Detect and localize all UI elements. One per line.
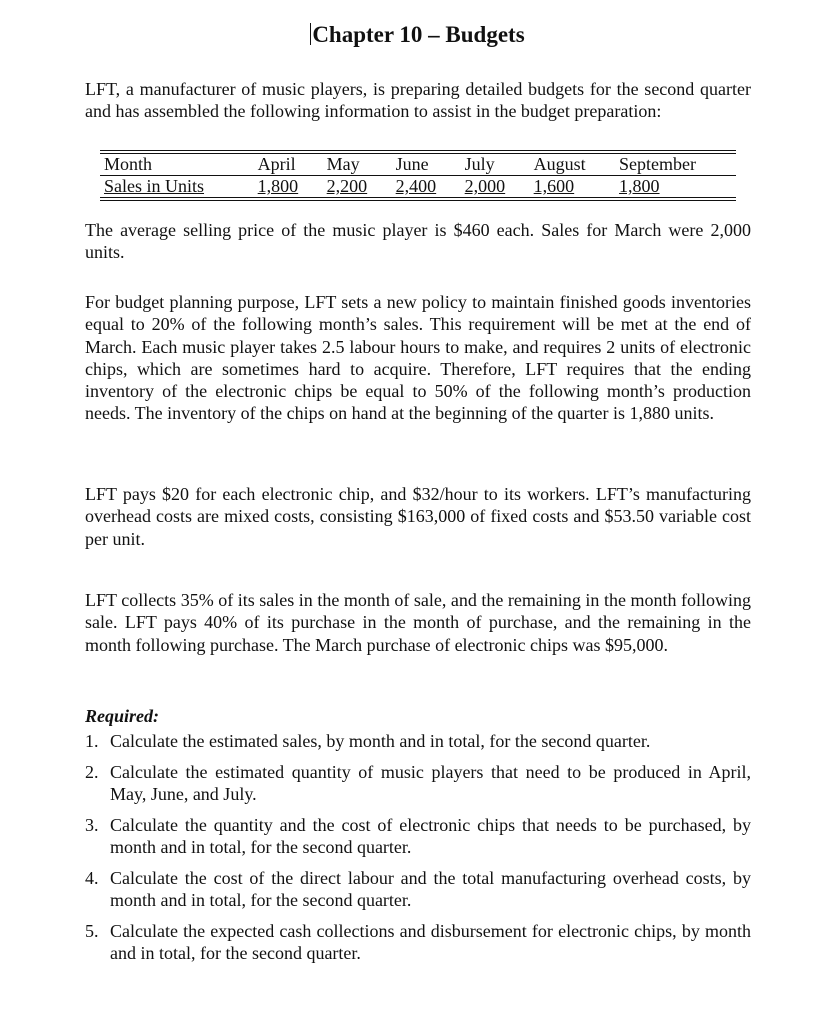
item-text: Calculate the expected cash collections and disbursement for electronic chips, by month and in total, for the second quarter. — [110, 921, 751, 963]
table-header: Month — [100, 152, 254, 176]
table-cell: 1,800 — [619, 176, 660, 196]
table-header: April — [254, 152, 323, 176]
item-number: 2. — [85, 762, 99, 782]
table-header: August — [530, 152, 615, 176]
sales-table — [100, 150, 736, 201]
table-header: June — [392, 152, 461, 176]
table-cell: 1,800 — [257, 176, 299, 196]
item-number: 3. — [85, 815, 99, 835]
required-list — [85, 730, 751, 973]
item-text: Calculate the estimated sales, by month and in total, for the second quarter. — [110, 731, 651, 751]
table-cell: 2,400 — [395, 176, 437, 196]
list-item — [85, 867, 751, 911]
item-text: Calculate the cost of the direct labour and the total manufacturing overhead costs, by month and in total, for the second quarter. — [110, 868, 751, 910]
list-item — [85, 814, 751, 858]
item-number: 5. — [85, 921, 99, 941]
page-title — [0, 22, 835, 48]
inventory-paragraph: For budget planning purpose, LFT sets a new policy to maintain finished goods inventories equal to 20% of the following month’s sales. This requirement will be met at the end of March. Each music player takes 2.5 labour hours to make, and requires 2 units of electronic chips, which are sometimes hard to acquire. Therefore, LFT requires that the ending inventory of the electronic chips be equal to 50% of the following month’s production needs. The inventory of the chips on hand at the beginning of the quarter is 1,880 units. — [85, 292, 751, 424]
table-cell: 2,000 — [464, 176, 506, 196]
table-header: July — [461, 152, 530, 176]
table-cell: 1,600 — [533, 176, 575, 196]
collections-paragraph: LFT collects 35% of its sales in the month of sale, and the remaining in the month following sale. LFT pays 40% of its purchase in the month of purchase, and the remaining in the month following purchase. The March purchase of electronic chips was $95,000. — [85, 590, 751, 655]
required-heading: Required: — [85, 706, 159, 726]
costs-paragraph: LFT pays $20 for each electronic chip, and $32/hour to its workers. LFT’s manufacturing overhead costs are mixed costs, consisting $163,000 of fixed costs and $53.50 variable cost per unit. — [85, 484, 751, 549]
intro-paragraph: LFT, a manufacturer of music players, is preparing detailed budgets for the second quarter and has assembled the following information to assist in the budget preparation: — [85, 79, 751, 122]
list-item — [85, 920, 751, 964]
table-row — [100, 176, 736, 200]
title-text: Chapter 10 – Budgets — [312, 22, 525, 47]
item-number: 4. — [85, 868, 99, 888]
list-item — [85, 730, 751, 752]
item-number: 1. — [85, 731, 99, 751]
table-cell: Sales in Units — [104, 176, 205, 196]
list-item — [85, 761, 751, 805]
table-cell: 2,200 — [326, 176, 368, 196]
table-header: September — [615, 152, 736, 176]
price-paragraph: The average selling price of the music player is $460 each. Sales for March were 2,000 units. — [85, 220, 751, 263]
table-header: May — [323, 152, 392, 176]
item-text: Calculate the quantity and the cost of electronic chips that needs to be purchased, by month and in total, for the second quarter. — [110, 815, 751, 857]
table-header-row — [100, 152, 736, 176]
item-text: Calculate the estimated quantity of music players that need to be produced in April, May, June, and July. — [110, 762, 751, 804]
